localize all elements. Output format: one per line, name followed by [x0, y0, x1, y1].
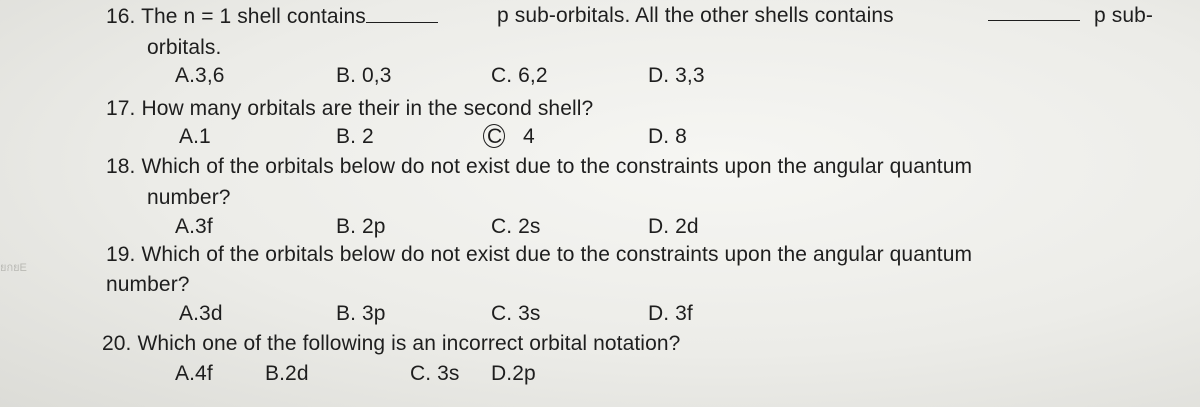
choice-c-value: 4 [523, 125, 535, 148]
choice-a: A.1 [179, 125, 211, 148]
question-18-line-2 [147, 186, 231, 210]
question-number: 19. [106, 243, 136, 266]
question-number: 16. [106, 5, 136, 28]
choice-b: B.2d [265, 362, 309, 385]
question-text: Which of the orbitals below do not exist due to the constraints upon the angular quantum [141, 155, 973, 178]
question-text-cont: number? [147, 186, 231, 209]
question-20-line-1 [102, 332, 680, 356]
question-text: Which of the orbitals below do not exist due to the constraints upon the angular quantum [141, 243, 973, 266]
choice-d: D. 2d [648, 215, 699, 238]
question-16-line-1c [1094, 4, 1153, 28]
question-text: p sub-orbitals. All the other shells contains [497, 4, 894, 27]
question-19-line-1 [106, 243, 972, 267]
question-19-choices [0, 302, 1200, 326]
question-17-line-1 [106, 97, 593, 121]
question-text: p sub- [1094, 4, 1153, 27]
answer-blank [988, 2, 1080, 21]
question-16-line-1b [497, 4, 894, 28]
choice-d: D. 3f [648, 302, 693, 325]
choice-a: A.3d [179, 302, 223, 325]
question-text: orbitals. [147, 36, 222, 59]
question-16-line-2 [147, 36, 221, 60]
question-17-choices [0, 125, 1200, 149]
question-16-choices [0, 64, 1200, 88]
choice-b: B. 2p [336, 215, 386, 238]
choice-b: B. 2 [336, 125, 374, 148]
question-number: 17. [106, 97, 136, 120]
choice-a: A.4f [175, 362, 213, 385]
choice-d: D. 8 [648, 125, 687, 148]
choice-a: A.3,6 [175, 64, 225, 87]
question-18-choices [0, 215, 1200, 239]
choice-c-letter: C [487, 125, 503, 148]
answer-blank [366, 4, 438, 23]
question-text-cont: number? [106, 273, 190, 296]
question-19-line-2 [106, 273, 190, 297]
choice-c: C. 3s [410, 362, 460, 385]
choice-d: D.2p [491, 362, 536, 385]
margin-bleed-text: ยกยE [0, 262, 27, 274]
choice-d: D. 3,3 [648, 64, 705, 87]
choice-c: C. 6,2 [491, 64, 548, 87]
question-text: Which one of the following is an incorrect orbital notation? [137, 332, 681, 355]
question-text: How many orbitals are their in the second shell? [141, 97, 594, 120]
question-16-line-1 [106, 4, 438, 29]
question-text: The n = 1 shell contains [141, 5, 366, 28]
choice-c: C. 2s [491, 215, 541, 238]
question-18-line-1 [106, 155, 972, 179]
choice-b: B. 0,3 [336, 64, 392, 87]
choice-a: A.3f [175, 215, 213, 238]
question-number: 18. [106, 155, 136, 178]
choice-c: C. 3s [491, 302, 541, 325]
question-20-choices [0, 362, 1200, 386]
answer-circle-mark [483, 124, 505, 148]
choice-b: B. 3p [336, 302, 386, 325]
question-number: 20. [102, 332, 132, 355]
choice-c-circled [487, 125, 502, 149]
